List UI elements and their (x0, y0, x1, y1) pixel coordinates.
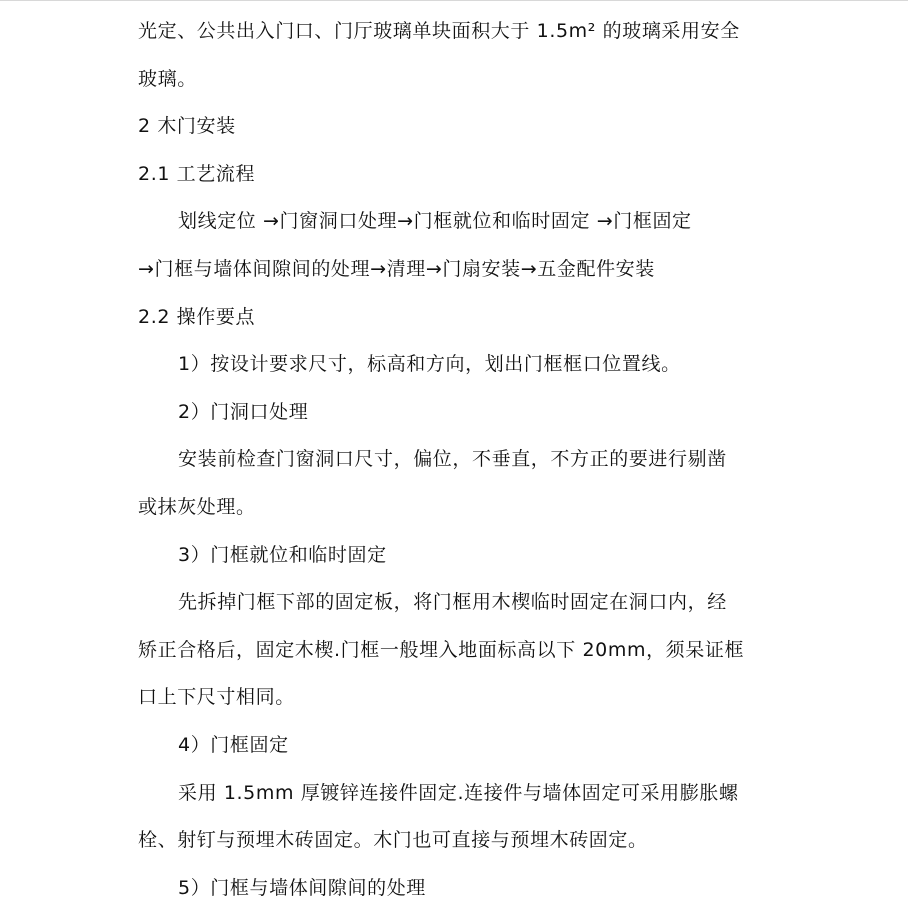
document-page (138, 8, 778, 912)
point-5-heading: 5）门框与墙体间隙间的处理 (178, 876, 426, 899)
page-top-border (0, 0, 908, 1)
point-1: 1）按设计要求尺寸，标高和方向，划出门框框口位置线。 (178, 353, 681, 376)
point-4-body-line-2: 栓、射钉与预埋木砖固定。木门也可直接与预埋木砖固定。 (138, 829, 648, 852)
text-line-2: 玻璃。 (138, 67, 197, 90)
point-3-body-line-2: 矫正合格后，固定木楔.门框一般埋入地面标高以下 20mm，须呆证框 (138, 638, 745, 661)
point-3-body-line-3: 口上下尺寸相同。 (138, 686, 295, 709)
process-flow-line-2: →门框与墙体间隙间的处理→清理→门扇安装→五金配件安装 (138, 257, 655, 280)
point-3-body-line-1: 先拆掉门框下部的固定板，将门框用木楔临时固定在洞口内，经 (178, 591, 727, 614)
point-4-heading: 4）门框固定 (178, 733, 289, 756)
point-2-body-line-1: 安装前检查门窗洞口尺寸，偏位，不垂直，不方正的要进行剔凿 (178, 448, 727, 471)
subsection-heading-process-flow: 2.1 工艺流程 (138, 162, 256, 185)
point-3-heading: 3）门框就位和临时固定 (178, 543, 387, 566)
point-4-body-line-1: 采用 1.5mm 厚镀锌连接件固定.连接件与墙体固定可采用膨胀螺 (178, 781, 739, 804)
point-2-heading: 2）门洞口处理 (178, 400, 309, 423)
section-heading-wooden-door: 2 木门安装 (138, 115, 236, 138)
point-2-body-line-2: 或抹灰处理。 (138, 495, 256, 518)
subsection-heading-key-points: 2.2 操作要点 (138, 305, 256, 328)
process-flow-line-1: 划线定位 →门窗洞口处理→门框就位和临时固定 →门框固定 (178, 210, 692, 233)
text-line-1: 光定、公共出入门口、门厅玻璃单块面积大于 1.5m² 的玻璃采用安全 (138, 20, 740, 42)
